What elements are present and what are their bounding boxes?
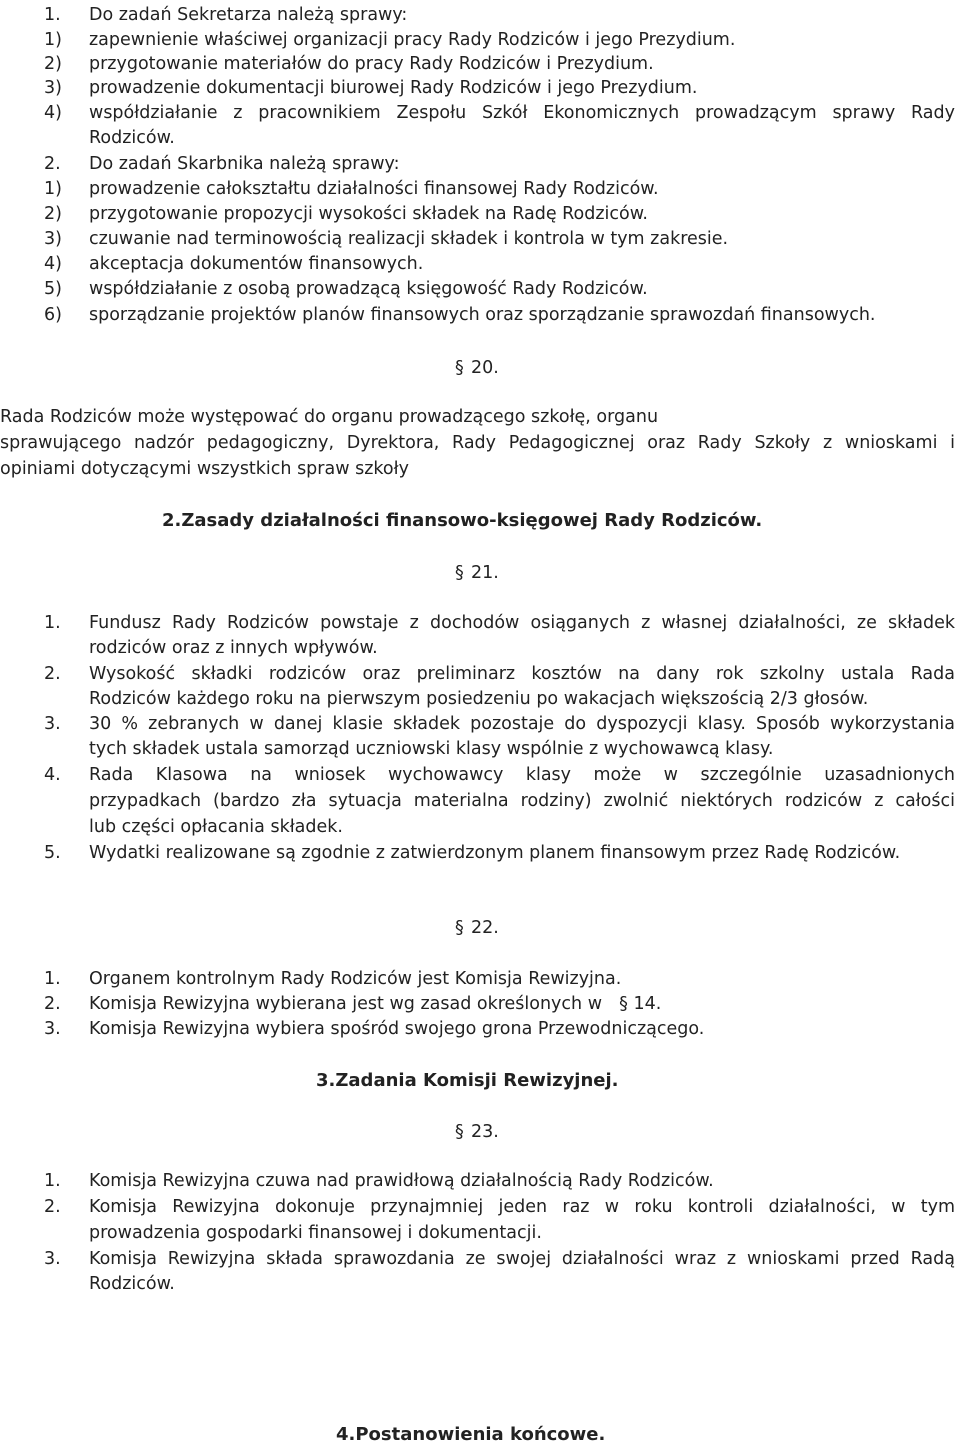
sub-text: współdziałanie z osobą prowadzącą księgowość Rady Rodziców. xyxy=(89,279,648,299)
section-number: 21. xyxy=(471,563,499,583)
sub-text-cont: Rodziców. xyxy=(89,128,175,148)
section-mark: § xyxy=(455,1122,464,1142)
sub-text: akceptacja dokumentów finansowych. xyxy=(89,254,424,274)
list-num: 3. xyxy=(44,1019,61,1039)
sub-text: przygotowanie materiałów do pracy Rady Rodziców i Prezydium. xyxy=(89,54,654,74)
sub-text: zapewnienie właściwej organizacji pracy Rady Rodziców i jego Prezydium. xyxy=(89,30,736,50)
list-text: przypadkach (bardzo zła sytuacja materialna rodziny) zwolnić niektórych rodziców z całości xyxy=(89,791,955,811)
list-num: 3. xyxy=(44,1249,61,1269)
list-text: Komisja Rewizyjna czuwa nad prawidłową działalnością Rady Rodziców. xyxy=(89,1171,714,1191)
sub-text: prowadzenie dokumentacji biurowej Rady Rodziców i jego Prezydium. xyxy=(89,78,698,98)
list-text: Wysokość składki rodziców oraz preliminarz kosztów na dany rok szkolny ustala Rada xyxy=(89,664,955,684)
sub-num: 1) xyxy=(44,30,62,50)
sub-num: 2) xyxy=(44,204,62,224)
list-text: 30 % zebranych w danej klasie składek pozostaje do dyspozycji klasy. Sposób wykorzystania xyxy=(89,714,955,734)
paragraph-line: sprawującego nadzór pedagogiczny, Dyrektora, Rady Pedagogicznej oraz Rady Szkoły z wnioskami i xyxy=(0,433,955,453)
section-heading: 2.Zasady działalności finansowo-księgowej Rady Rodziców. xyxy=(162,510,763,531)
sub-num: 5) xyxy=(44,279,62,299)
list-text: Komisja Rewizyjna wybiera spośród swojego grona Przewodniczącego. xyxy=(89,1019,705,1039)
sub-text: sporządzanie projektów planów finansowych oraz sporządzanie sprawozdań finansowych. xyxy=(89,305,876,325)
list-text: Wydatki realizowane są zgodnie z zatwierdzonym planem finansowym przez Radę Rodziców. xyxy=(89,843,901,863)
list-text-main: Komisja Rewizyjna wybierana jest wg zasad określonych w xyxy=(89,994,603,1014)
section-mark: § xyxy=(455,563,464,583)
section-number: 22. xyxy=(471,918,499,938)
list-text: tych składek ustala samorząd uczniowski klasy wspólnie z wychowawcą klasy. xyxy=(89,739,774,759)
sub-num: 2) xyxy=(44,54,62,74)
list-num: 1. xyxy=(44,5,61,25)
sub-num: 3) xyxy=(44,78,62,98)
sub-text: prowadzenie całokształtu działalności finansowej Rady Rodziców. xyxy=(89,179,659,199)
section-ref: 14. xyxy=(633,994,662,1014)
list-text: rodziców oraz z innych wpływów. xyxy=(89,638,378,658)
list-text: lub części opłacania składek. xyxy=(89,817,343,837)
list-num: 2. xyxy=(44,994,61,1014)
list-num: 2. xyxy=(44,664,61,684)
sub-num: 4) xyxy=(44,254,62,274)
list-text: Rada Klasowa na wniosek wychowawcy klasy może w szczególnie uzasadnionych xyxy=(89,765,955,785)
sub-text: czuwanie nad terminowością realizacji składek i kontrola w tym zakresie. xyxy=(89,229,729,249)
list-text xyxy=(89,991,661,1017)
list-text: Rodziców każdego roku na pierwszym posiedzeniu po wakacjach większością 2/3 głosów. xyxy=(89,689,869,709)
list-num: 1. xyxy=(44,613,61,633)
section-heading: 3.Zadania Komisji Rewizyjnej. xyxy=(316,1070,619,1091)
list-text: Do zadań Skarbnika należą sprawy: xyxy=(89,154,400,174)
sub-text: przygotowanie propozycji wysokości składek na Radę Rodziców. xyxy=(89,204,648,224)
list-text: Organem kontrolnym Rady Rodziców jest Komisja Rewizyjna. xyxy=(89,969,622,989)
list-num: 1. xyxy=(44,969,61,989)
section-mark: § xyxy=(455,358,464,378)
list-num: 1. xyxy=(44,1171,61,1191)
list-num: 5. xyxy=(44,843,61,863)
list-num: 2. xyxy=(44,1197,61,1217)
list-text: Komisja Rewizyjna składa sprawozdania ze swojej działalności wraz z wnioskami przed Radą xyxy=(89,1249,955,1269)
list-text: Komisja Rewizyjna dokonuje przynajmniej jeden raz w roku kontroli działalności, w tym xyxy=(89,1197,955,1217)
list-text: Do zadań Sekretarza należą sprawy: xyxy=(89,5,408,25)
section-number: 23. xyxy=(471,1122,499,1142)
section-heading: 4.Postanowienia końcowe. xyxy=(336,1424,606,1445)
list-text: Rodziców. xyxy=(89,1274,175,1294)
sub-num: 6) xyxy=(44,305,62,325)
sub-num: 1) xyxy=(44,179,62,199)
list-num: 3. xyxy=(44,714,61,734)
paragraph-line: Rada Rodziców może występować do organu prowadzącego szkołę, organu xyxy=(0,407,659,427)
sub-text: współdziałanie z pracownikiem Zespołu Szkół Ekonomicznych prowadzącym sprawy Rady xyxy=(89,103,955,123)
list-text: prowadzenia gospodarki finansowej i dokumentacji. xyxy=(89,1223,542,1243)
sub-num: 3) xyxy=(44,229,62,249)
list-num: 2. xyxy=(44,154,61,174)
sub-num: 4) xyxy=(44,103,62,123)
section-mark: § xyxy=(619,994,628,1014)
section-mark: § xyxy=(455,918,464,938)
list-num: 4. xyxy=(44,765,61,785)
paragraph-line: opiniami dotyczącymi wszystkich spraw szkoły xyxy=(0,459,409,479)
section-number: 20. xyxy=(471,358,499,378)
list-text: Fundusz Rady Rodziców powstaje z dochodów osiąganych z własnej działalności, ze składek xyxy=(89,613,955,633)
